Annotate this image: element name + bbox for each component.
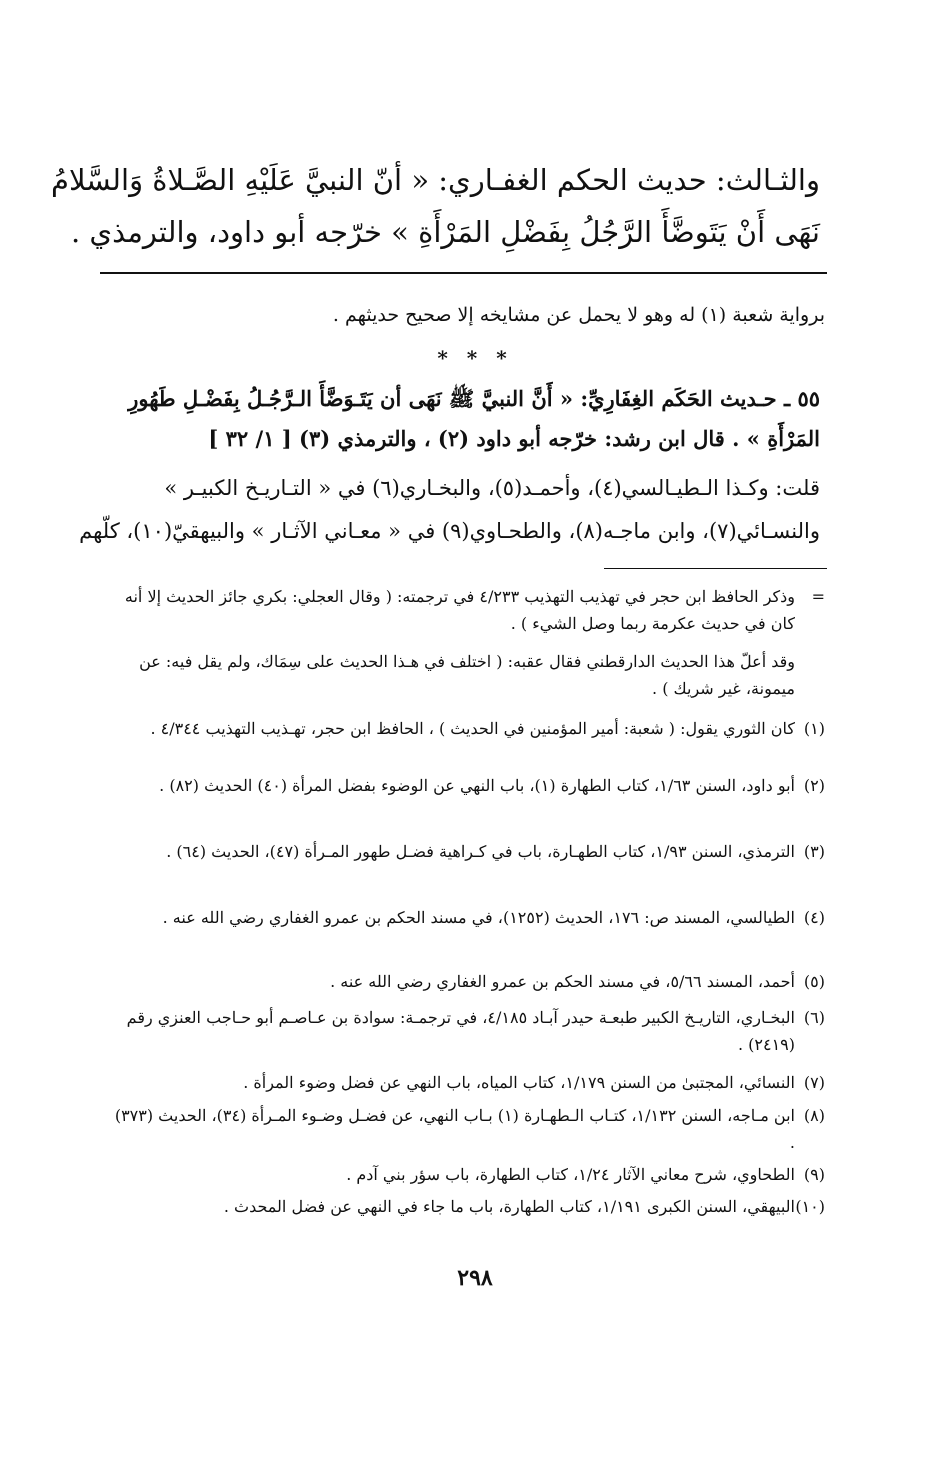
footnote-number: (٨) bbox=[803, 1106, 825, 1125]
page-number: ٢٩٨ bbox=[457, 1265, 493, 1291]
footnote-number: (٢) bbox=[803, 776, 825, 795]
footnote-text: البخـاري، التاريـخ الكبير طبعـة حيدر آبـاد ٤/١٨٥، في ترجمـة: سوادة بن عـاصـم أبو حـاجب العنزي رقم (٢٤١٩) . bbox=[126, 1008, 795, 1054]
footnote-1 bbox=[105, 715, 825, 742]
hadith-line-4: والنسـائي(٧)، وابن ماجـه(٨)، والطحـاوي(٩) في « معـاني الآثـار » والبيهقيّ(١٠)، كلّهم bbox=[79, 519, 820, 543]
footnote-text: وذكر الحافظ ابن حجر في تهذيب التهذيب ٤/٢٣٣ في ترجمته: ( وقال العجلي: بكري جائز الحديث إلا أنه كان في حديث عكرمة ربما وصل الشيء ) . bbox=[124, 587, 795, 633]
footnote-continuation-1 bbox=[105, 583, 825, 637]
footnote-5 bbox=[105, 968, 825, 995]
footnote-3 bbox=[105, 838, 825, 865]
footnote-divider bbox=[604, 568, 827, 569]
footnote-text: أبو داود، السنن ١/٦٣، كتاب الطهارة (١)، باب النهي عن الوضوء بفضل المرأة (٤٠) الحديث (٨٢) . bbox=[159, 776, 795, 795]
footnote-6 bbox=[105, 1004, 825, 1058]
top-text-line-1: والثـالث: حديث الحكم الغفـاري: « أنّ النبيَّ عَلَيْهِ الصَّـلاةُ وَالسَّلامُ bbox=[51, 163, 820, 197]
footnote-number: (١٠) bbox=[795, 1197, 825, 1216]
hadith-line-3: قلت: وكـذا الـطيـالسي(٤)، وأحمـد(٥)، والبخـاري(٦) في « التـاريـخ الكبيـر » bbox=[164, 476, 820, 500]
footnote-4 bbox=[105, 904, 825, 931]
footnote-text: وقد أعلّ هذا الحديث الدارقطني فقال عقبه: ( اختلف في هـذا الحديث على سِمَاك، ولم يقل فيه: عن ميمونة، غير شريك ) . bbox=[139, 652, 795, 698]
footnote-number: (٦) bbox=[803, 1008, 825, 1027]
footnote-number: (٣) bbox=[803, 842, 825, 861]
top-text-line-2: نَهَى أَنْ يَتَوضَّأَ الرَّجُلُ بِفَضْلِ المَرْأَةِ » خرّجه أبو داود، والترمذي . bbox=[70, 215, 820, 249]
footnote-7 bbox=[105, 1069, 825, 1096]
footnote-text: أحمد، المسند ٥/٦٦، في مسند الحكم بن عمرو الغفاري رضي الله عنه . bbox=[330, 972, 795, 991]
footnote-number: (١) bbox=[803, 719, 825, 738]
footnote-2 bbox=[105, 772, 825, 799]
upper-text: برواية شعبة (١) له وهو لا يحمل عن مشايخه إلا صحيح حديثهم . bbox=[332, 304, 825, 326]
footnote-text: كان الثوري يقول: ( شعبة: أمير المؤمنين في الحديث ) ، الحافظ ابن حجر، تهـذيب التهذيب ٤/٣٤٤ . bbox=[150, 719, 795, 738]
footnote-number: (٩) bbox=[803, 1165, 825, 1184]
footnote-number: (٥) bbox=[803, 972, 825, 991]
footnote-text: الطيالسي، المسند ص: ١٧٦، الحديث (١٢٥٢)، في مسند الحكم بن عمرو الغفاري رضي الله عنه . bbox=[162, 908, 795, 927]
hadith-line-2: المَرْأَةِ » . قال ابن رشد: خرّجه أبو داود (٢) ، والترمذي (٣) [ ١/ ٣٢ ] bbox=[208, 426, 820, 451]
hadith-line-1: ٥٥ ـ حـديث الحَكَم الغِفَارِيِّ: « أَنَّ النبيَّ ﷺ نَهَى أن يَتَـوَضَّأَ الـرَّجُـلُ بِفَضْـلِ طَهُورِ bbox=[128, 386, 820, 411]
footnote-number: (٤) bbox=[803, 908, 825, 927]
footnote-number: (٧) bbox=[803, 1073, 825, 1092]
footnote-marker: = bbox=[811, 587, 825, 606]
footnote-9 bbox=[105, 1161, 825, 1188]
footnote-continuation-2 bbox=[105, 648, 825, 702]
footnote-8 bbox=[105, 1102, 825, 1156]
footnote-text: ابن مـاجه، السنن ١/١٣٢، كتـاب الـطهـارة (١) بـاب النهي، عن فضـل وضـوء المـرأة (٣٤)، الحديث (٣٧٣) . bbox=[114, 1106, 795, 1152]
section-separator-stars: * * * bbox=[437, 346, 513, 370]
footnote-text: البيهقي، السنن الكبرى ١/١٩١، كتاب الطهارة، باب ما جاء في النهي عن فضل المحدث . bbox=[223, 1197, 795, 1216]
footnote-text: النسائي، المجتبىٰ من السنن ١/١٧٩، كتاب المياه، باب النهي عن فضل وضوء المرأة . bbox=[243, 1073, 795, 1092]
footnote-text: الترمذي، السنن ١/٩٣، كتاب الطهـارة، باب في كـراهية فضـل طهور المـرأة (٤٧)، الحديث (٦٤) . bbox=[166, 842, 795, 861]
footnote-10 bbox=[105, 1193, 825, 1220]
footnote-marker bbox=[795, 648, 825, 702]
footnote-text: الطحاوي، شرح معاني الآثار ١/٢٤، كتاب الطهارة، باب سؤر بني آدم . bbox=[346, 1165, 795, 1184]
section-divider bbox=[100, 272, 827, 274]
